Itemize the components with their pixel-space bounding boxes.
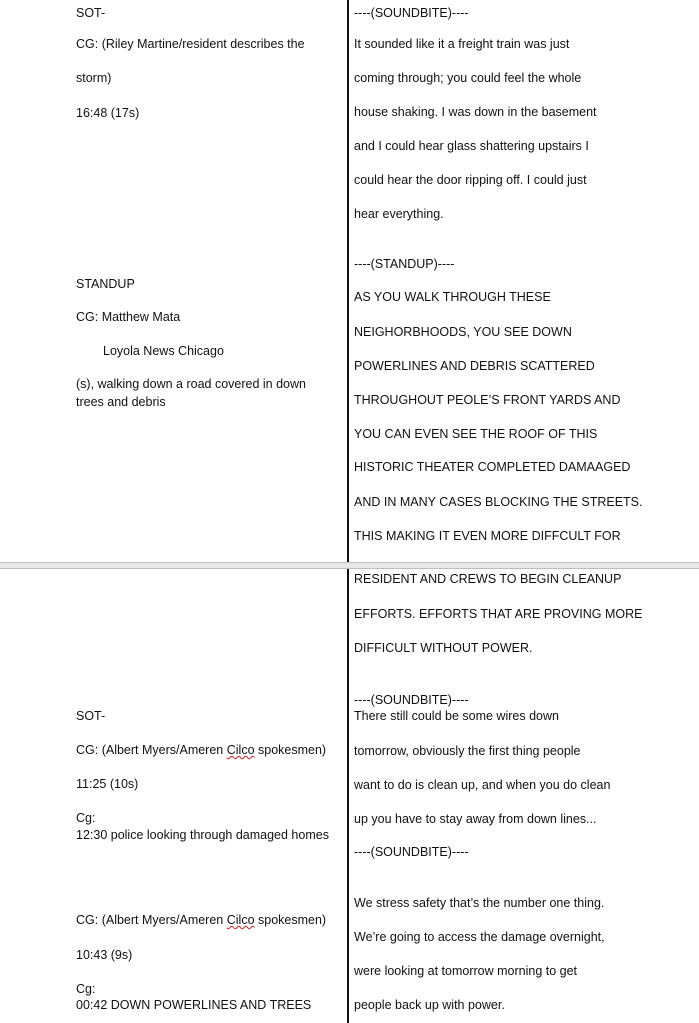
column-divider (347, 569, 349, 1023)
soundbite-label: ----(SOUNDBITE)---- (354, 6, 469, 20)
cg-albert-2: CG: (Albert Myers/Ameren Cilco spokesmen) (76, 913, 327, 927)
standup-line: POWERLINES AND DEBRIS SCATTERED (354, 359, 595, 373)
soundbite-line: tomorrow, obviously the first thing people (354, 744, 581, 758)
script-page-2 (0, 569, 699, 1023)
standup-line: AS YOU WALK THROUGH THESE (354, 290, 551, 304)
soundbite-line: were looking at tomorrow morning to get (354, 964, 578, 978)
soundbite-line: There still could be some wires down (354, 709, 559, 723)
soundbite-line: house shaking. I was down in the basement (354, 105, 597, 119)
police-line: 12:30 police looking through damaged homes (76, 828, 329, 842)
spellcheck-word: Cilco (226, 913, 255, 927)
timecode: 10:43 (9s) (76, 948, 133, 962)
soundbite-line: want to do is clean up, and when you do clean (354, 778, 611, 792)
soundbite-line: could hear the door ripping off. I could just (354, 173, 587, 187)
standup-cont-line: DIFFICULT WITHOUT POWER. (354, 641, 533, 655)
standup-line: AND IN MANY CASES BLOCKING THE STREETS. (354, 495, 643, 509)
standup-line: THROUGHOUT PEOLE’S FRONT YARDS AND (354, 393, 621, 407)
loyola-credit: Loyola News Chicago (103, 344, 224, 358)
page-break (0, 562, 699, 569)
standup-line: THIS MAKING IT EVEN MORE DIFFCULT FOR (354, 529, 621, 543)
standup-cont-line: EFFORTS. EFFORTS THAT ARE PROVING MORE (354, 607, 643, 621)
sot-label: SOT- (76, 709, 106, 723)
soundbite-line: coming through; you could feel the whole (354, 71, 582, 85)
soundbite-label: ----(SOUNDBITE)---- (354, 845, 469, 859)
soundbite-line: up you have to stay away from down lines... (354, 812, 597, 826)
walk-line2: trees and debris (76, 395, 166, 409)
soundbite-label: ----(SOUNDBITE)---- (354, 693, 469, 707)
soundbite-line: hear everything. (354, 207, 444, 221)
standup-line: NEIGHORBHOODS, YOU SEE DOWN (354, 325, 572, 339)
column-divider (347, 0, 349, 562)
timecode: 16:48 (17s) (76, 106, 140, 120)
standup-line: HISTORIC THEATER COMPLETED DAMAAGED (354, 460, 631, 474)
sot-label: SOT- (76, 6, 106, 20)
walk-line1: (s), walking down a road covered in down (76, 377, 306, 391)
cg-label: Cg: (76, 811, 96, 825)
soundbite-line: We stress safety that’s the number one thing. (354, 896, 605, 910)
soundbite-line: people back up with power. (354, 998, 505, 1012)
standup-label-right: ----(STANDUP)---- (354, 257, 455, 271)
spellcheck-word: Cilco (226, 743, 255, 757)
standup-label: STANDUP (76, 277, 135, 291)
cg-riley-line1: CG: (Riley Martine/resident describes the (76, 37, 305, 51)
cg-albert-1: CG: (Albert Myers/Ameren Cilco spokesmen) (76, 743, 327, 757)
cg-label: Cg: (76, 982, 96, 996)
cg-riley-line2: storm) (76, 71, 112, 85)
powerlines-line: 00:42 DOWN POWERLINES AND TREES (76, 998, 312, 1012)
soundbite-line: and I could hear glass shattering upstairs I (354, 139, 589, 153)
soundbite-line: We’re going to access the damage overnight, (354, 930, 605, 944)
standup-cont-line: RESIDENT AND CREWS TO BEGIN CLEANUP (354, 572, 622, 586)
cg-matthew: CG: Matthew Mata (76, 310, 181, 324)
timecode: 11:25 (10s) (76, 777, 139, 791)
standup-line: YOU CAN EVEN SEE THE ROOF OF THIS (354, 427, 598, 441)
soundbite-line: It sounded like it a freight train was just (354, 37, 570, 51)
